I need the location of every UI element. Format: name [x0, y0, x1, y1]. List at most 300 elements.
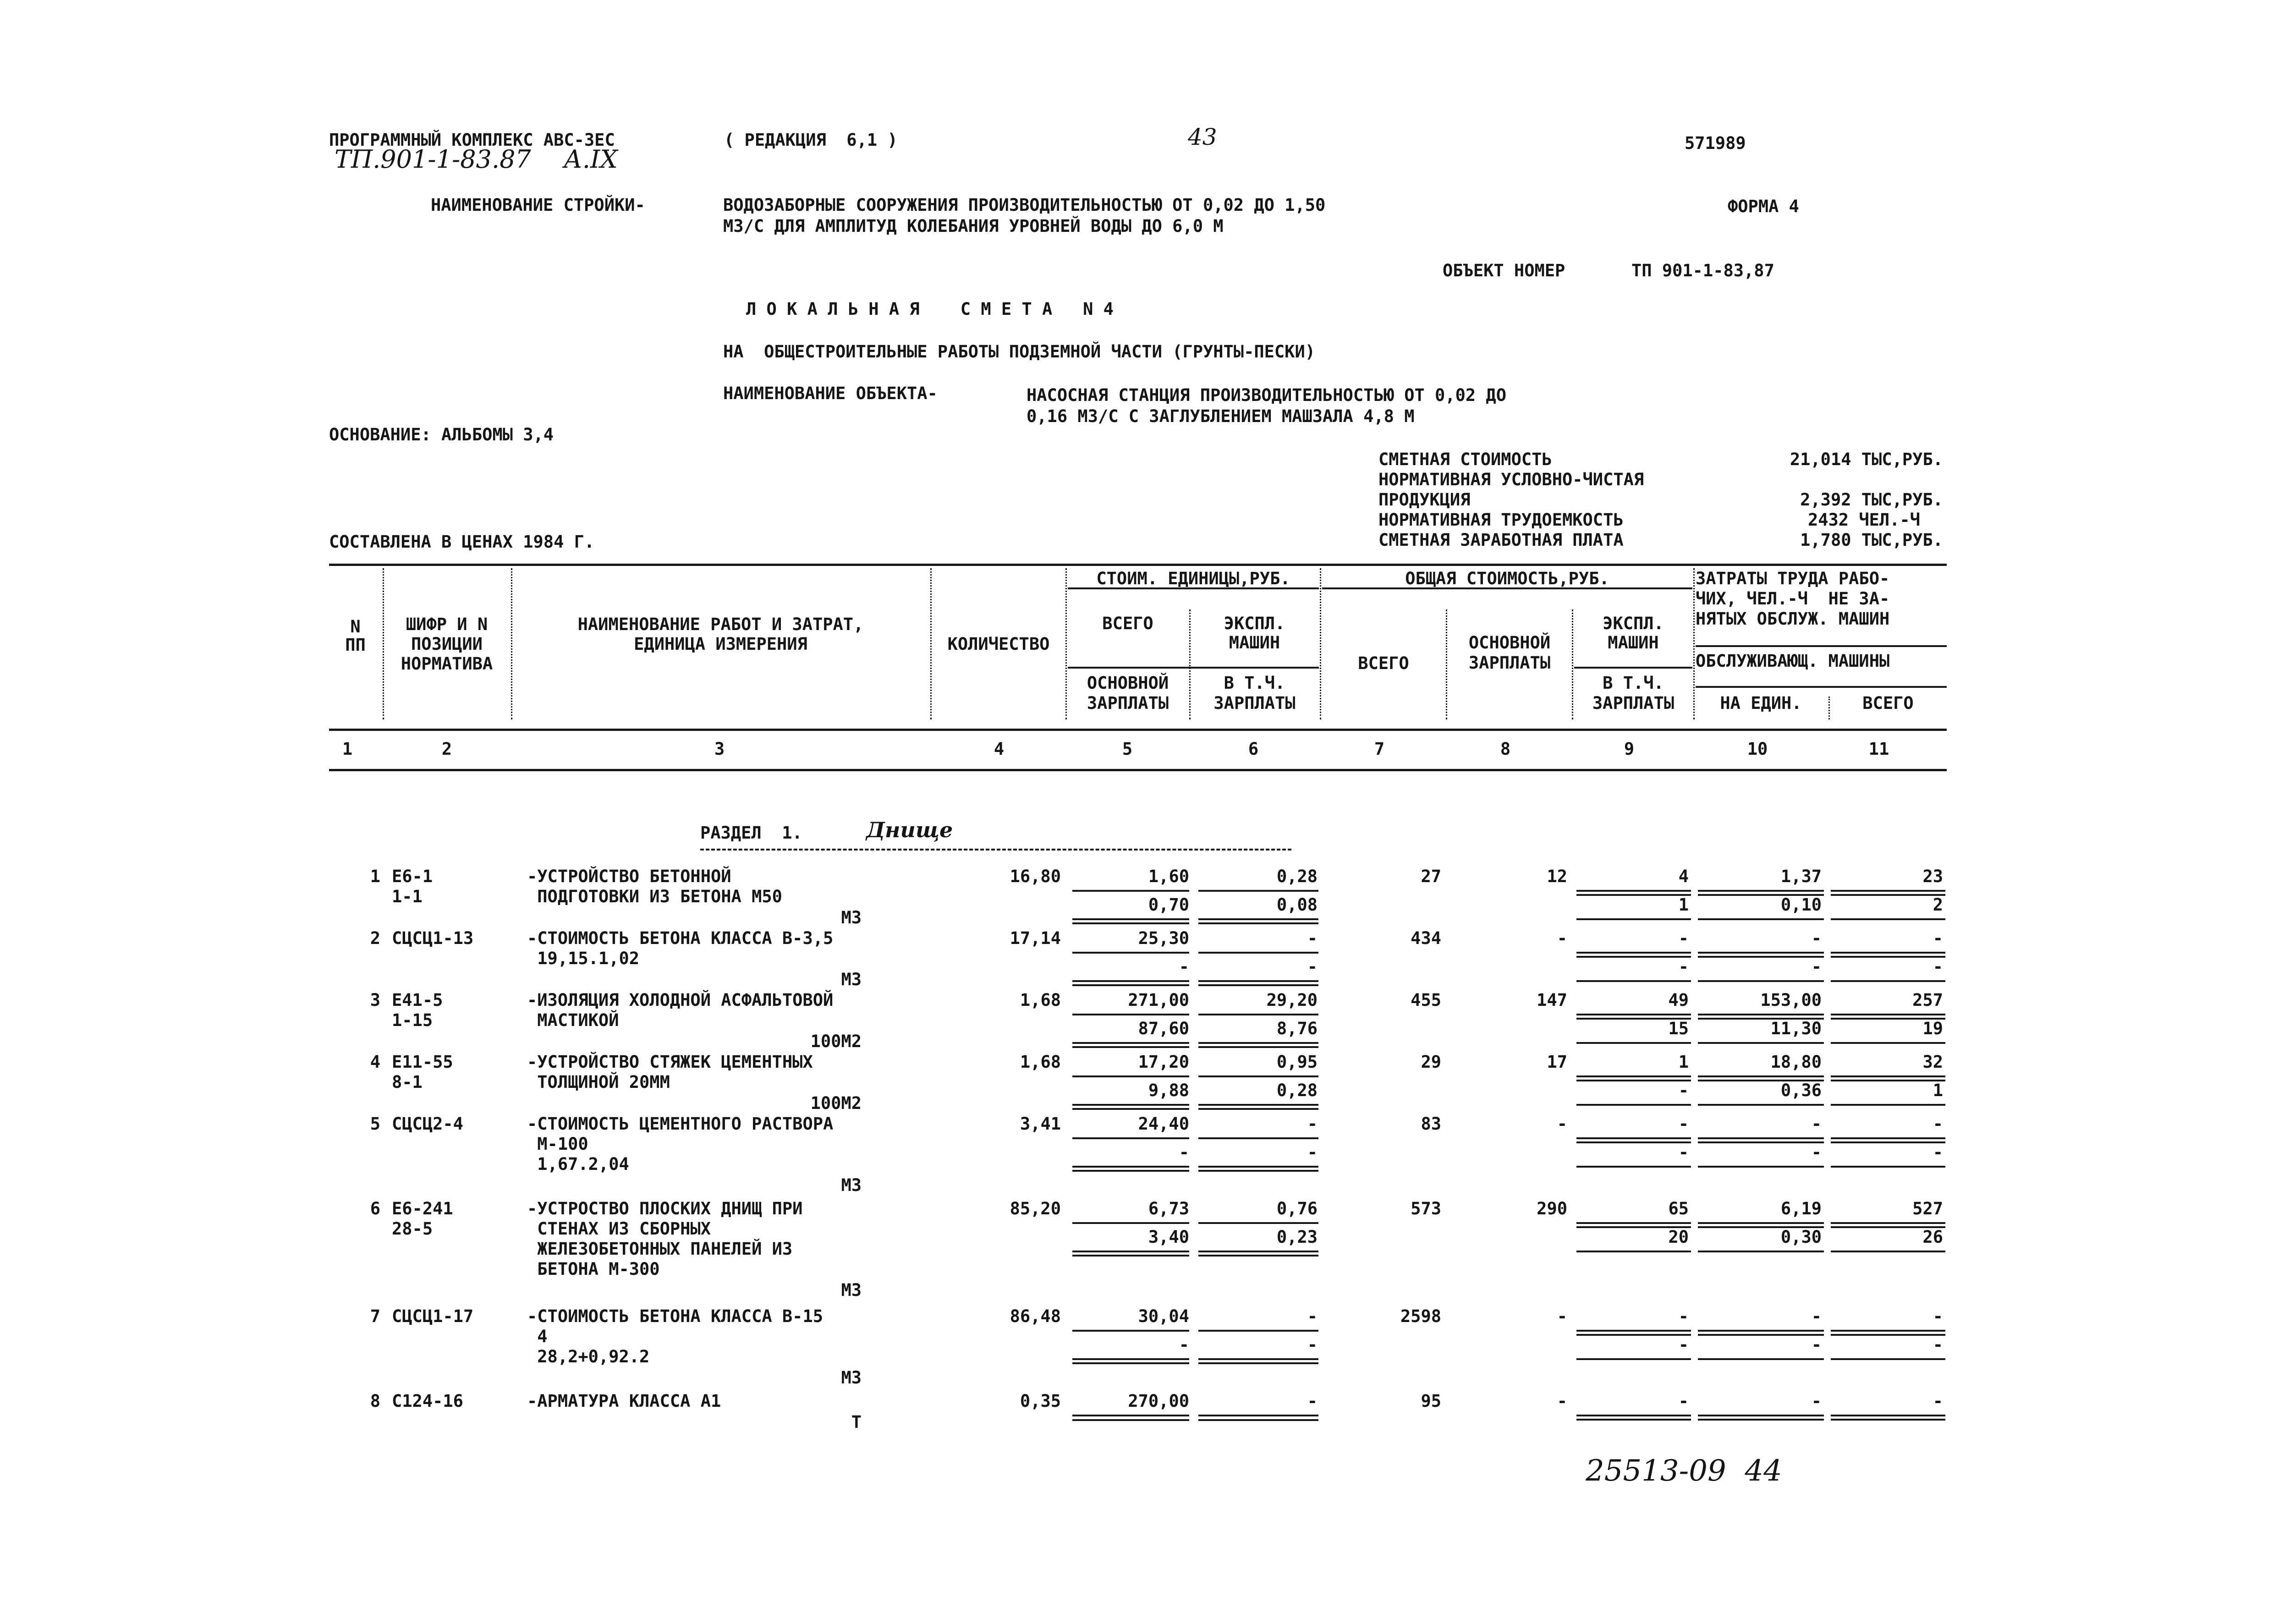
value-underline [1576, 1330, 1691, 1332]
column-number: 2 [441, 739, 452, 759]
column-separator [1189, 609, 1191, 719]
value-underline [1198, 1419, 1318, 1421]
value-underline [1198, 1104, 1318, 1106]
row-c11: - [1933, 928, 1943, 948]
value-underline [1698, 1166, 1824, 1168]
row-c6: 0,28 [1276, 867, 1318, 886]
header-col-9: МАШИН [1608, 633, 1659, 653]
row-c9: 49 [1668, 990, 1689, 1010]
row-c6: - [1307, 928, 1318, 948]
header-unit-cost: СТОИМ. ЕДИНИЦЫ,РУБ. [1096, 569, 1290, 588]
value-underline [1576, 980, 1691, 982]
value-underline [1072, 922, 1189, 924]
value-underline [1072, 890, 1189, 892]
header-col-4: КОЛИЧЕСТВО [947, 634, 1050, 654]
summary-value: 21,014 ТЫС,РУБ. [1790, 450, 1943, 469]
header-col-1: N [350, 617, 361, 636]
value-underline [1198, 1255, 1318, 1256]
value-underline [1698, 980, 1824, 982]
row-unit: 100М2 [810, 1093, 862, 1113]
value-underline [1698, 890, 1824, 892]
column-separator [1446, 609, 1447, 719]
value-underline [1576, 890, 1691, 892]
header-col-6: ЭКСПЛ. [1224, 614, 1285, 633]
row-number: 3 [370, 990, 380, 1010]
value-underline [1831, 1358, 1945, 1360]
header-col-9: ЭКСПЛ. [1603, 614, 1664, 633]
value-underline [1198, 1046, 1318, 1048]
row-c5: 1,60 [1148, 867, 1189, 886]
column-number: 9 [1624, 739, 1635, 759]
row-number: 4 [370, 1052, 380, 1072]
object-number-label: ОБЪЕКТ НОМЕР [1443, 261, 1565, 280]
row-description: -СТОИМОСТЬ ЦЕМЕНТНОГО РАСТВОРА [527, 1114, 834, 1134]
value-underline [1698, 1330, 1824, 1332]
row-c5: 17,20 [1138, 1052, 1189, 1072]
row-unit: М3 [841, 970, 862, 989]
row-c9-sub: - [1678, 1335, 1689, 1355]
value-underline [1072, 1170, 1189, 1172]
edition: ( РЕДАКЦИЯ 6,1 ) [724, 130, 898, 150]
row-c11: 257 [1912, 990, 1943, 1010]
row-c5-sub: 87,60 [1138, 1019, 1189, 1038]
row-c6: 29,20 [1266, 990, 1318, 1010]
row-c10-sub: - [1811, 957, 1822, 977]
row-description: БЕТОНА М-300 [527, 1259, 660, 1279]
value-underline [1576, 1222, 1691, 1224]
row-code-sub: 1-15 [392, 1010, 433, 1030]
row-c6-sub: 8,76 [1276, 1019, 1318, 1038]
row-unit: М3 [841, 908, 862, 927]
summary-value: 2432 ЧЕЛ.-Ч [1807, 510, 1920, 530]
row-c11: - [1933, 1306, 1943, 1326]
row-c5: 30,04 [1138, 1306, 1189, 1326]
row-c5-sub: - [1179, 957, 1189, 977]
row-c5-sub: - [1179, 1142, 1189, 1162]
row-unit: М3 [841, 1280, 862, 1300]
value-underline [1698, 1104, 1824, 1106]
row-number: 1 [370, 867, 380, 886]
header-total-cost: ОБЩАЯ СТОИМОСТЬ,РУБ. [1405, 569, 1609, 588]
header-col-5-sub: ЗАРПЛАТЫ [1087, 693, 1169, 713]
row-c11: 527 [1912, 1199, 1943, 1218]
table-top-rule [329, 564, 1947, 566]
header-serving-machines: ОБСЛУЖИВАЮЩ. МАШИНЫ [1696, 651, 1890, 671]
value-underline [1831, 1251, 1945, 1252]
header-col-2: ПОЗИЦИИ [411, 634, 483, 654]
value-underline [1831, 1075, 1945, 1077]
row-c6: - [1307, 1306, 1318, 1326]
value-underline [1198, 1330, 1318, 1332]
row-qty: 1,68 [1020, 990, 1061, 1010]
value-underline [1576, 1251, 1691, 1252]
row-qty: 86,48 [1010, 1306, 1061, 1326]
header-col-3: НАИМЕНОВАНИЕ РАБОТ И ЗАТРАТ, [577, 614, 864, 634]
row-code: СЦСЦ1-17 [392, 1306, 474, 1326]
row-c9: 4 [1678, 867, 1689, 886]
value-underline [1831, 1166, 1945, 1168]
column-number: 3 [714, 739, 725, 759]
value-underline [1198, 1137, 1318, 1139]
value-underline [1831, 890, 1945, 892]
row-c8: 290 [1537, 1199, 1567, 1218]
construction-label: НАИМЕНОВАНИЕ СТРОЙКИ- [431, 195, 645, 215]
object-name-label: НАИМЕНОВАНИЕ ОБЪЕКТА- [723, 384, 938, 403]
row-c10: - [1811, 928, 1822, 948]
header-col-8: ЗАРПЛАТЫ [1468, 653, 1551, 673]
value-underline [1831, 952, 1945, 954]
row-c7: 95 [1421, 1391, 1441, 1411]
row-c5: 24,40 [1138, 1114, 1189, 1134]
value-underline [1698, 1014, 1824, 1015]
value-underline [1072, 1042, 1189, 1044]
value-underline [1576, 1014, 1691, 1015]
row-c11: 23 [1922, 867, 1943, 886]
header-col-8: ОСНОВНОЙ [1468, 633, 1551, 653]
document-subtitle: НА ОБЩЕСТРОИТЕЛЬНЫЕ РАБОТЫ ПОДЗЕМНОЙ ЧАСТИ (ГРУНТЫ-ПЕСКИ) [723, 342, 1316, 362]
row-qty: 85,20 [1010, 1199, 1061, 1218]
row-c11-sub: - [1933, 1335, 1943, 1355]
row-c6: 0,76 [1276, 1199, 1318, 1218]
row-description: 28,2+0,92.2 [527, 1347, 650, 1366]
row-c9: 65 [1668, 1199, 1689, 1218]
row-c11-sub: 2 [1933, 895, 1943, 915]
row-unit: Т [851, 1412, 862, 1432]
value-underline [1576, 1415, 1691, 1416]
row-c7: 2598 [1400, 1306, 1441, 1326]
row-c6: - [1307, 1114, 1318, 1134]
row-c11: - [1933, 1114, 1943, 1134]
row-code-sub: 28-5 [392, 1219, 433, 1239]
summary-label: НОРМАТИВНАЯ ТРУДОЕМКОСТЬ [1378, 510, 1624, 530]
value-underline [1072, 1137, 1189, 1139]
row-c6-sub: 0,08 [1276, 895, 1318, 915]
row-c10: 18,80 [1770, 1052, 1822, 1072]
row-c6-sub: - [1307, 1335, 1318, 1355]
value-underline [1576, 918, 1691, 920]
column-number: 6 [1248, 739, 1259, 759]
row-c9: - [1678, 1306, 1689, 1326]
row-c9: 1 [1678, 1052, 1689, 1072]
summary-label: НОРМАТИВНАЯ УСЛОВНО-ЧИСТАЯ [1378, 470, 1644, 489]
summary-value: 1,780 ТЫС,РУБ. [1800, 530, 1943, 550]
value-underline [1072, 1362, 1189, 1364]
row-code-sub: 1-1 [392, 887, 423, 906]
row-description: -СТОИМОСТЬ БЕТОНА КЛАССА В-3,5 [527, 928, 834, 948]
summary-label: СМЕТНАЯ СТОИМОСТЬ [1378, 450, 1552, 469]
row-c10: 1,37 [1780, 867, 1822, 886]
header-col-11: ВСЕГО [1862, 693, 1914, 713]
row-description: -УСТРОСТВО ПЛОСКИХ ДНИЩ ПРИ [527, 1199, 803, 1218]
value-underline [1072, 1108, 1189, 1110]
row-c11: - [1933, 1391, 1943, 1411]
value-underline [1831, 1222, 1945, 1224]
column-number: 10 [1747, 739, 1768, 759]
value-underline [1698, 1137, 1824, 1139]
row-c11-sub: 19 [1922, 1019, 1943, 1038]
header-col-1: ПП [345, 635, 366, 655]
value-underline [1072, 984, 1189, 986]
value-underline [1831, 1419, 1945, 1421]
object-number: ТП 901-1-83,87 [1631, 261, 1774, 280]
value-underline [1072, 980, 1189, 982]
basis: ОСНОВАНИЕ: АЛЬБОМЫ 3,4 [329, 425, 554, 444]
column-number: 4 [994, 739, 1005, 759]
row-c5: 6,73 [1148, 1199, 1189, 1218]
value-underline [1831, 918, 1945, 920]
row-description: -ИЗОЛЯЦИЯ ХОЛОДНОЙ АСФАЛЬТОВОЙ [527, 990, 834, 1010]
row-c8: - [1557, 928, 1567, 948]
value-underline [1198, 1415, 1318, 1416]
row-code: СЦСЦ2-4 [392, 1114, 463, 1134]
header-col-2: НОРМАТИВА [401, 654, 493, 674]
row-c10: - [1811, 1391, 1822, 1411]
value-underline [1698, 952, 1824, 954]
column-separator [1320, 568, 1321, 719]
row-c5-sub: 3,40 [1148, 1227, 1189, 1247]
header-subrule [1696, 686, 1947, 688]
row-c7: 455 [1411, 990, 1441, 1010]
value-underline [1198, 890, 1318, 892]
header-col-7: ВСЕГО [1358, 653, 1409, 673]
row-description: МАСТИКОЙ [527, 1010, 619, 1030]
row-description: 19,15.1,02 [527, 949, 640, 968]
row-code: СЦСЦ1-13 [392, 928, 474, 948]
row-qty: 3,41 [1020, 1114, 1061, 1134]
row-code: Е6-1 [392, 867, 433, 886]
row-c9-sub: - [1678, 957, 1689, 977]
project-code: ТП.901-1-83.87 [335, 145, 531, 174]
header-subrule [1696, 645, 1947, 647]
value-underline [1072, 1104, 1189, 1106]
header-col-6-sub: ЗАРПЛАТЫ [1213, 693, 1296, 713]
row-c11: 32 [1922, 1052, 1943, 1072]
row-c5: 25,30 [1138, 928, 1189, 948]
row-description: ЖЕЛЕЗОБЕТОННЫХ ПАНЕЛЕЙ ИЗ [527, 1239, 793, 1259]
value-underline [1576, 952, 1691, 954]
row-c10-sub: - [1811, 1335, 1822, 1355]
header-col-6-sub: В Т.Ч. [1224, 673, 1285, 693]
column-number: 1 [342, 739, 353, 759]
header-col-9-sub: ЗАРПЛАТЫ [1592, 693, 1675, 713]
row-code-sub: 8-1 [392, 1072, 423, 1092]
row-c6: 0,95 [1276, 1052, 1318, 1072]
value-underline [1831, 1415, 1945, 1416]
value-underline [1576, 1042, 1691, 1044]
document-title: Л О К А Л Ь Н А Я С М Е Т А N 4 [746, 299, 1114, 319]
value-underline [1072, 918, 1189, 920]
row-c11-sub: - [1933, 957, 1943, 977]
row-qty: 1,68 [1020, 1052, 1061, 1072]
header-col-3: ЕДИНИЦА ИЗМЕРЕНИЯ [634, 634, 807, 654]
row-code: Е6-241 [392, 1199, 453, 1218]
row-unit: М3 [841, 1368, 862, 1388]
row-c9-sub: - [1678, 1142, 1689, 1162]
row-c5: 271,00 [1128, 990, 1189, 1010]
value-underline [1198, 980, 1318, 982]
value-underline [1072, 1255, 1189, 1256]
header-col-5: ВСЕГО [1102, 614, 1153, 633]
row-number: 7 [370, 1306, 380, 1326]
row-c9: - [1678, 1114, 1689, 1134]
row-qty: 16,80 [1010, 867, 1061, 886]
row-description: 1,67.2,04 [527, 1154, 629, 1174]
value-underline [1576, 1104, 1691, 1106]
row-c5: 270,00 [1128, 1391, 1189, 1411]
value-underline [1198, 1362, 1318, 1364]
row-c10: - [1811, 1306, 1822, 1326]
row-c9-sub: 15 [1668, 1019, 1689, 1038]
row-description: -СТОИМОСТЬ БЕТОНА КЛАССА В-15 [527, 1306, 824, 1326]
form-label: ФОРМА 4 [1728, 197, 1799, 216]
value-underline [1831, 1330, 1945, 1332]
row-c6-sub: - [1307, 957, 1318, 977]
section-name: Днище [866, 817, 953, 842]
header-bottom-rule [329, 729, 1947, 731]
row-c9-sub: 1 [1678, 895, 1689, 915]
value-underline [1831, 1137, 1945, 1139]
value-underline [1698, 1075, 1824, 1077]
value-underline [1831, 1014, 1945, 1015]
value-underline [1072, 1415, 1189, 1416]
value-underline [1198, 984, 1318, 986]
summary-label: ПРОДУКЦИЯ [1378, 490, 1471, 510]
header-col-5-sub: ОСНОВНОЙ [1087, 673, 1169, 693]
row-description: -АРМАТУРА КЛАССА А1 [527, 1391, 721, 1411]
column-number: 5 [1122, 739, 1133, 759]
value-underline [1198, 922, 1318, 924]
row-c6: - [1307, 1391, 1318, 1411]
header-col-10: НА ЕДИН. [1720, 693, 1802, 713]
value-underline [1698, 1419, 1824, 1421]
value-underline [1198, 1166, 1318, 1168]
column-separator [1828, 697, 1830, 719]
row-code: С124-16 [392, 1391, 463, 1411]
value-underline [1198, 1358, 1318, 1360]
row-unit: М3 [841, 1175, 862, 1195]
row-c8: 12 [1547, 867, 1567, 886]
value-underline [1698, 1042, 1824, 1044]
row-c8: - [1557, 1306, 1567, 1326]
header-col-9-sub: В Т.Ч. [1603, 673, 1664, 693]
program-name: ПРОГРАММНЫЙ КОМПЛЕКС АВС-3ЕС [329, 130, 615, 150]
column-number: 8 [1500, 739, 1511, 759]
row-c5-sub: - [1179, 1335, 1189, 1355]
value-underline [1072, 1330, 1189, 1332]
row-description: 4 [527, 1327, 548, 1346]
value-underline [1198, 952, 1318, 954]
column-separator [383, 568, 384, 719]
value-underline [1198, 918, 1318, 920]
column-separator [511, 568, 512, 719]
value-underline [1576, 1137, 1691, 1139]
header-subrule [1068, 667, 1319, 669]
column-number: 11 [1868, 739, 1889, 759]
value-underline [1072, 1251, 1189, 1252]
album-code: А.IX [564, 145, 618, 174]
value-underline [1698, 1251, 1824, 1252]
header-labor: ЧИХ, ЧЕЛ.-Ч НЕ ЗА- [1696, 589, 1890, 609]
row-description: ТОЛЩИНОЙ 20ММ [527, 1072, 670, 1092]
row-c9: - [1678, 1391, 1689, 1411]
row-c7: 83 [1421, 1114, 1441, 1134]
header-labor: ЗАТРАТЫ ТРУДА РАБО- [1696, 569, 1890, 588]
section-label: РАЗДЕЛ 1. [700, 823, 802, 843]
object-name-line-2: 0,16 М3/С С ЗАГЛУБЛЕНИЕМ МАШЗАЛА 4,8 М [1027, 406, 1415, 426]
column-number: 7 [1374, 739, 1385, 759]
value-underline [1198, 1075, 1318, 1077]
page-number: 43 [1188, 124, 1217, 150]
row-c11-sub: - [1933, 1142, 1943, 1162]
column-separator [1572, 609, 1573, 719]
row-description: ПОДГОТОВКИ ИЗ БЕТОНА М50 [527, 887, 782, 906]
value-underline [1072, 1166, 1189, 1168]
header-labor: НЯТЫХ ОБСЛУЖ. МАШИН [1696, 609, 1890, 629]
value-underline [1198, 1108, 1318, 1110]
construction-line-1: ВОДОЗАБОРНЫЕ СООРУЖЕНИЯ ПРОИЗВОДИТЕЛЬНОСТЬЮ ОТ 0,02 ДО 1,50 [723, 195, 1326, 215]
row-number: 8 [370, 1391, 380, 1411]
row-c10-sub: 11,30 [1770, 1019, 1822, 1038]
row-c10-sub: - [1811, 1142, 1822, 1162]
row-c6-sub: 0,28 [1276, 1081, 1318, 1100]
header-col-2: ШИФР И N [406, 614, 488, 634]
construction-line-2: М3/С ДЛЯ АМПЛИТУД КОЛЕБАНИЯ УРОВНЕЙ ВОДЫ ДО 6,0 М [723, 216, 1224, 236]
row-c9: - [1678, 928, 1689, 948]
row-c10-sub: 0,36 [1780, 1081, 1822, 1100]
row-c5-sub: 9,88 [1148, 1081, 1189, 1100]
row-code: Е11-55 [392, 1052, 453, 1072]
row-c6-sub: - [1307, 1142, 1318, 1162]
row-description: -УСТРОЙСТВО БЕТОННОЙ [527, 867, 731, 886]
price-basis: СОСТАВЛЕНА В ЦЕНАХ 1984 Г. [329, 532, 595, 552]
row-qty: 0,35 [1020, 1391, 1061, 1411]
value-underline [1072, 952, 1189, 954]
row-number: 5 [370, 1114, 380, 1134]
value-underline [1831, 1042, 1945, 1044]
value-underline [1576, 1358, 1691, 1360]
value-underline [1698, 918, 1824, 920]
row-c9-sub: - [1678, 1081, 1689, 1100]
row-c9-sub: 20 [1668, 1227, 1689, 1247]
row-c7: 434 [1411, 928, 1441, 948]
column-separator [1065, 568, 1067, 719]
value-underline [1576, 1075, 1691, 1077]
row-c6-sub: 0,23 [1276, 1227, 1318, 1247]
value-underline [1198, 1170, 1318, 1172]
section-underline [700, 849, 1291, 850]
value-underline [1831, 980, 1945, 982]
value-underline [1698, 1358, 1824, 1360]
row-c8: - [1557, 1391, 1567, 1411]
row-c10: 153,00 [1760, 990, 1822, 1010]
table-numbers-rule [329, 769, 1947, 771]
row-number: 6 [370, 1199, 380, 1218]
row-c8: 17 [1547, 1052, 1567, 1072]
object-name-line-1: НАСОСНАЯ СТАНЦИЯ ПРОИЗВОДИТЕЛЬНОСТЬЮ ОТ 0,02 ДО [1027, 385, 1506, 405]
document-number: 571989 [1685, 133, 1746, 153]
row-description: М-100 [527, 1134, 588, 1154]
value-underline [1198, 1251, 1318, 1252]
row-description: СТЕНАХ ИЗ СБОРНЫХ [527, 1219, 711, 1239]
value-underline [1576, 1419, 1691, 1421]
value-underline [1576, 1166, 1691, 1168]
header-col-6: МАШИН [1229, 633, 1280, 653]
row-code: Е41-5 [392, 990, 443, 1010]
value-underline [1698, 1222, 1824, 1224]
header-subrule [1574, 667, 1692, 669]
row-qty: 17,14 [1010, 928, 1061, 948]
value-underline [1072, 1046, 1189, 1048]
